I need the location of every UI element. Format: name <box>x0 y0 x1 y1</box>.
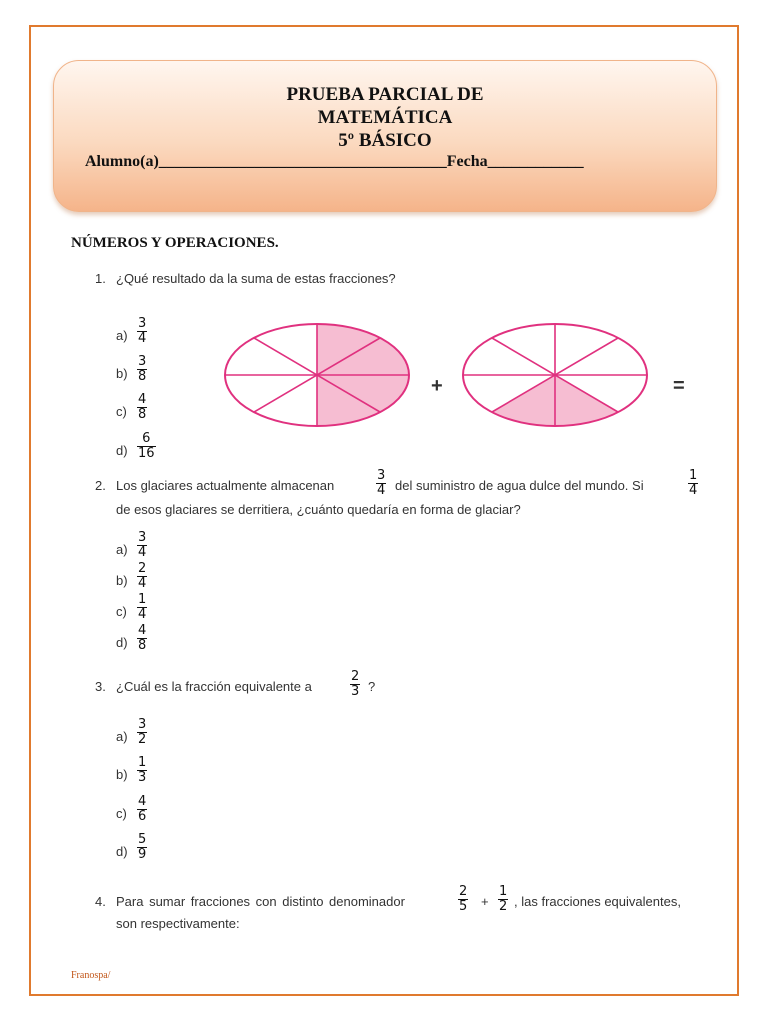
q2-text-c: de esos glaciares se derritiera, ¿cuánto quedaría en forma de glaciar? <box>116 502 521 517</box>
fraction-numerator: 2 <box>351 669 360 684</box>
q4-fraction-1 <box>458 885 468 914</box>
pie-right-slice-1 <box>492 375 555 426</box>
q3-question-mark: ? <box>368 679 376 694</box>
fraction-numerator: 1 <box>499 884 508 899</box>
fraction-denominator: 9 <box>138 847 147 862</box>
fraction-denominator: 8 <box>138 407 147 422</box>
q4-text-c: son respectivamente: <box>116 916 240 931</box>
title-line-1: PRUEBA PARCIAL DE <box>286 84 484 105</box>
option-fraction <box>137 317 147 346</box>
fraction-denominator: 2 <box>499 899 508 914</box>
title-line-3: 5º BÁSICO <box>338 130 432 151</box>
option-fraction <box>137 562 147 591</box>
fraction-numerator: 3 <box>138 316 147 331</box>
q2-text-b: del suministro de agua dulce del mundo. Si <box>395 478 644 493</box>
q1-text: ¿Qué resultado da la suma de estas fracciones? <box>116 271 396 286</box>
fraction-denominator: 8 <box>138 638 147 653</box>
fraction-numerator: 3 <box>138 530 147 545</box>
option-fraction <box>137 355 147 384</box>
fraction-numerator: 3 <box>377 468 386 483</box>
pie-right-diagram <box>461 320 661 432</box>
q2-fraction-2 <box>688 469 698 498</box>
q1-number: 1. <box>95 271 106 286</box>
q3-fraction <box>350 670 360 699</box>
option-label: a) <box>116 729 128 744</box>
q4-fraction-2 <box>498 885 508 914</box>
fraction-denominator: 4 <box>138 331 147 346</box>
fraction-numerator: 3 <box>138 354 147 369</box>
fraction-denominator: 4 <box>377 483 386 498</box>
fraction-denominator: 4 <box>138 607 147 622</box>
option-fraction <box>137 795 147 824</box>
pie-right-slice-2 <box>555 375 618 426</box>
fraction-numerator: 4 <box>138 623 147 638</box>
equals-sign: = <box>673 375 685 397</box>
option-label: b) <box>116 366 128 381</box>
fraction-numerator: 3 <box>138 717 147 732</box>
q2-number: 2. <box>95 478 106 493</box>
fraction-denominator: 3 <box>351 684 360 699</box>
q4-text-a: Para sumar fracciones con distinto denominador <box>116 894 405 909</box>
fraction-numerator: 4 <box>138 794 147 809</box>
option-label: d) <box>116 443 128 458</box>
option-fraction <box>137 432 156 461</box>
option-fraction <box>137 393 147 422</box>
option-label: d) <box>116 635 128 650</box>
fraction-numerator: 5 <box>138 832 147 847</box>
fraction-numerator: 2 <box>459 884 468 899</box>
q3-number: 3. <box>95 679 106 694</box>
fraction-denominator: 4 <box>138 576 147 591</box>
option-label: c) <box>116 604 127 619</box>
section-title: NÚMEROS Y OPERACIONES. <box>71 235 279 251</box>
fraction-denominator: 6 <box>138 809 147 824</box>
fraction-numerator: 6 <box>142 431 151 446</box>
fraction-numerator: 1 <box>138 592 147 607</box>
option-fraction <box>137 531 147 560</box>
option-fraction <box>137 756 147 785</box>
fraction-numerator: 4 <box>138 392 147 407</box>
option-label: c) <box>116 806 127 821</box>
q4-number: 4. <box>95 894 106 909</box>
option-fraction <box>137 833 147 862</box>
fraction-denominator: 3 <box>138 770 147 785</box>
q2-text-a: Los glaciares actualmente almacenan <box>116 478 335 493</box>
option-label: b) <box>116 573 128 588</box>
fraction-numerator: 1 <box>138 755 147 770</box>
q3-text: ¿Cuál es la fracción equivalente a <box>116 679 312 694</box>
option-fraction <box>137 718 147 747</box>
fraction-numerator: 2 <box>138 561 147 576</box>
option-label: d) <box>116 844 128 859</box>
fraction-denominator: 16 <box>138 446 155 461</box>
fraction-denominator: 8 <box>138 369 147 384</box>
fraction-denominator: 4 <box>689 483 698 498</box>
option-fraction <box>137 593 147 622</box>
footer-author: Franospa/ <box>71 970 111 981</box>
option-fraction <box>137 624 147 653</box>
q4-plus: + <box>481 894 489 909</box>
fraction-denominator: 4 <box>138 545 147 560</box>
option-label: c) <box>116 404 127 419</box>
plus-sign: + <box>431 375 443 397</box>
pie-left-diagram <box>220 320 420 432</box>
student-date-line: Alumno(a)____________________________________Fecha____________ <box>85 153 584 170</box>
q4-text-b: , las fracciones equivalentes, <box>514 894 681 909</box>
q2-fraction-1 <box>376 469 386 498</box>
fraction-denominator: 5 <box>459 899 468 914</box>
option-label: a) <box>116 328 128 343</box>
option-label: a) <box>116 542 128 557</box>
header-banner <box>53 60 717 212</box>
title-line-2: MATEMÁTICA <box>317 107 453 128</box>
fraction-denominator: 2 <box>138 732 147 747</box>
option-label: b) <box>116 767 128 782</box>
fraction-numerator: 1 <box>689 468 698 483</box>
